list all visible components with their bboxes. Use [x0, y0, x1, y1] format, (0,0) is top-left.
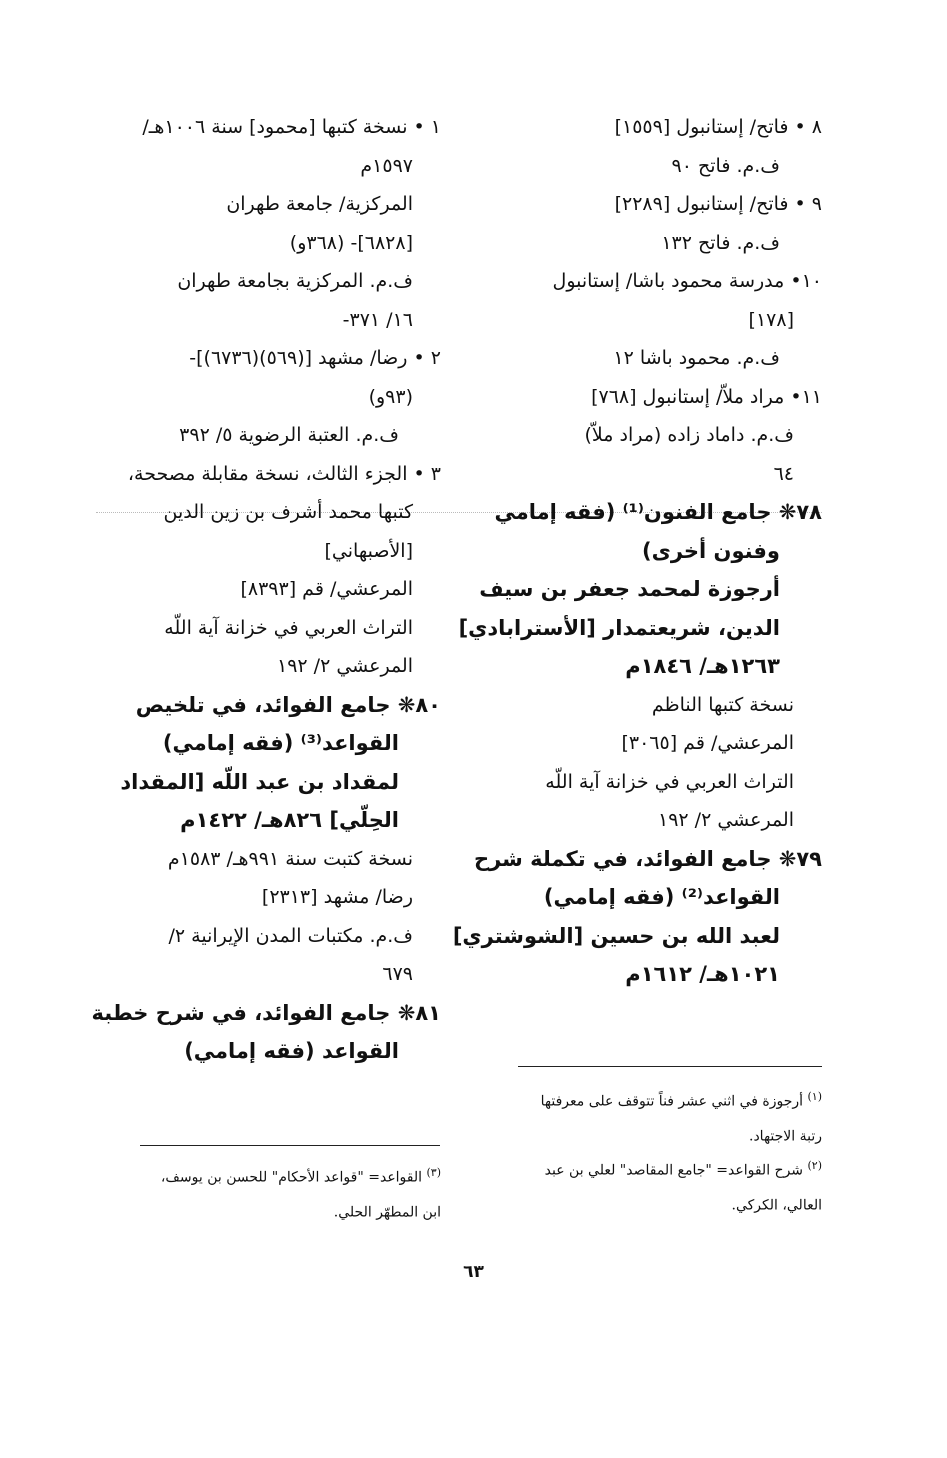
right-column-line: القواعد⁽²⁾ (فقه إمامي): [543, 885, 780, 909]
right-column-line: الدين، شريعتمدار [الأسترابادي]: [458, 615, 780, 640]
left-column-line: رضا/ مشهد [٢٣١٣]: [261, 886, 413, 908]
left-column-line: ١٥٩٧م: [360, 154, 413, 177]
left-column-line: القواعد (فقه إمامي): [184, 1039, 399, 1063]
footnote-text: شرح القواعد= "جامع المقاصد" لعلي بن عبد: [544, 1162, 804, 1179]
right-column-line: ١٠٢١هـ/ ١٦١٢م: [625, 962, 780, 986]
footnote-separator-left: [140, 1145, 440, 1146]
left-column-line: ف.م. العتبة الرضوية ٥/ ٣٩٢: [179, 424, 399, 446]
left-column: [91, 108, 441, 1071]
right-column-line: ف.م. فاتح ١٣٢: [661, 231, 780, 254]
left-column-line: التراث العربي في خزانة آية اللّه: [164, 616, 413, 639]
footnote-number: (٣): [426, 1166, 441, 1179]
footnote-text: رتبة الاجتهاد.: [749, 1128, 822, 1145]
right-column-line: ٩ • فاتح/ إستانبول [٢٢٨٩]: [614, 193, 822, 215]
left-column-line: ١٦/ ٣٧١-: [342, 308, 413, 331]
left-column-line: الحِلّي] ٨٢٦هـ/ ١٤٢٢م: [180, 808, 399, 832]
right-column-line: وفنون أخرى): [641, 538, 780, 563]
right-column-line: ف.م. محمود باشا ١٢: [613, 347, 780, 369]
left-column-line: [٦٨٢٨]- (٣٦٨و): [289, 231, 413, 254]
left-column-line: ٣ • الجزء الثالث، نسخة مقابلة مصححة،: [127, 462, 441, 485]
left-column-line: ٨٠❋ جامع الفوائد، في تلخيص: [135, 692, 441, 717]
left-column-line: المرعشي/ قم [٨٣٩٣]: [240, 578, 413, 600]
footnote-line: [96, 1158, 441, 1193]
footnote-text: العالي، الكركي.: [731, 1197, 822, 1214]
right-column-line: ١١• مراد ملاّ/ إستانبول [٧٦٨]: [591, 385, 822, 408]
footnote-line: [96, 1193, 441, 1228]
left-column-line: المركزية/ جامعة طهران: [226, 193, 413, 215]
footnote-text: أرجوزة في اثني عشر فناً تتوقف على معرفتها: [540, 1093, 804, 1110]
right-column-line: نسخة كتبها الناظم: [651, 693, 794, 716]
footnote-line: [478, 1151, 822, 1186]
footnote-text: ابن المطهّر الحلي.: [333, 1204, 441, 1221]
right-column-line: [١٧٨]: [748, 308, 794, 331]
left-column-line: [الأصبهاني]: [324, 539, 413, 562]
right-column-line: ١٢٦٣هـ/ ١٨٤٦م: [625, 654, 780, 678]
left-column-line: نسخة كتبت سنة ٩٩١هـ/ ١٥٨٣م: [167, 847, 413, 870]
left-column-line: لمقداد بن عبد اللّه [المقداد: [120, 769, 399, 794]
right-column-line: التراث العربي في خزانة آية اللّه: [545, 770, 794, 793]
footnote-text: القواعد= "قواعد الأحكام" للحسن بن يوسف،: [160, 1169, 423, 1186]
page-number: ٦٣: [463, 1262, 484, 1282]
footnotes-left: [96, 1158, 441, 1227]
right-column-line: ف.م. داماد زاده (مراد ملاّ): [584, 424, 794, 446]
right-column-line: ١٠• مدرسة محمود باشا/ إستانبول: [552, 270, 822, 292]
left-column-line: (٩٣و): [368, 385, 413, 408]
right-column-line: المرعشي ٢/ ١٩٢: [658, 809, 794, 831]
left-column-line: ٢ • رضا/ مشهد [(٥٦٩)(٦٧٣٦)]-: [189, 347, 441, 369]
left-column-line: كتبها محمد أشرف بن زين الدين: [163, 501, 413, 523]
footnote-number: (١): [807, 1090, 822, 1103]
left-column-line: القواعد⁽³⁾ (فقه إمامي): [162, 731, 399, 755]
footnote-number: (٢): [807, 1159, 822, 1173]
right-column-line: ٦٤: [773, 462, 794, 485]
footnote-line: [478, 1082, 822, 1117]
left-column-line: ف.م. المركزية بجامعة طهران: [177, 270, 413, 292]
footnote-line: [478, 1186, 822, 1221]
right-column-line: ف.م. فاتح ٩٠: [671, 154, 780, 177]
right-column-line: لعبد الله بن حسين [الشوشتري]: [452, 923, 780, 948]
right-column-line: أرجوزة لمحمد جعفر بن سيف: [479, 577, 780, 601]
left-column-line: ف.م. مكتبات المدن الإيرانية ٢/: [168, 924, 413, 947]
left-column-line: ٦٧٩: [382, 963, 413, 985]
footnotes-right: [478, 1082, 822, 1221]
left-column-line: المرعشي ٢/ ١٩٢: [277, 655, 413, 677]
right-column-line: ٧٨❋ جامع الفنون⁽¹⁾ (فقه إمامي: [494, 500, 822, 524]
right-column: [452, 108, 822, 994]
right-column-line: ٨ • فاتح/ إستانبول [١٥٥٩]: [614, 116, 822, 138]
left-column-line: ١ • نسخة كتبها [محمود] سنة ١٠٠٦هـ/: [142, 116, 441, 138]
footnote-line: [478, 1117, 822, 1152]
right-column-line: ٧٩❋ جامع الفوائد، في تكملة شرح: [473, 846, 822, 871]
right-column-line: المرعشي/ قم [٣٠٦٥]: [621, 732, 794, 754]
left-column-line: ٨١❋ جامع الفوائد، في شرح خطبة: [91, 1000, 441, 1025]
footnote-separator-right: [518, 1066, 822, 1067]
